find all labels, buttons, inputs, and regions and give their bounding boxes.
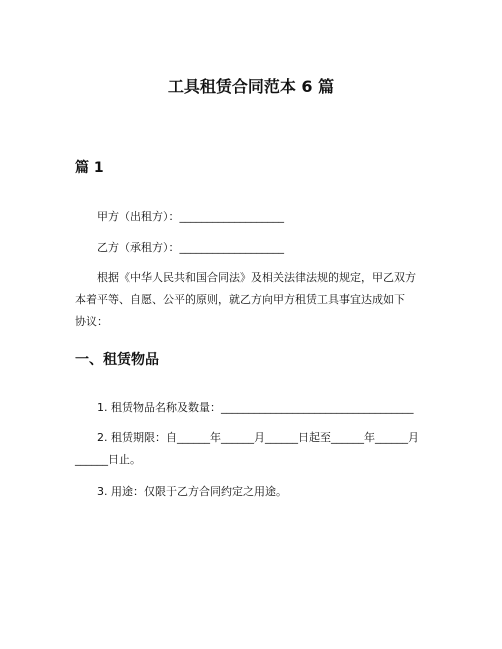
list-item-rental-period-line-1: 2. 租赁期限：自______年______月______日起至______年______月 [97,431,419,444]
list-item-usage: 3. 用途：仅限于乙方合同约定之用途。 [97,485,287,498]
party-b-line: 乙方（承租方）：___________________ [97,241,284,254]
preamble-line-2: 本着平等、自愿、公平的原则，就乙方向甲方租赁工具事宜达成如下 [75,293,405,306]
preamble-line-1: 根据《中华人民共和国合同法》及相关法律法规的规定，甲乙双方 [97,271,416,284]
chapter-heading: 篇 1 [75,160,104,176]
list-item-rental-name: 1. 租赁物品名称及数量：___________________________________ [97,401,414,414]
party-a-line: 甲方（出租方）：___________________ [97,210,284,223]
section-heading-rental-items: 一、租赁物品 [75,352,159,368]
preamble-line-3: 协议： [75,315,108,328]
list-item-rental-period-line-2: ______日止。 [75,453,141,466]
document-title: 工具租赁合同范本 6 篇 [167,77,335,96]
